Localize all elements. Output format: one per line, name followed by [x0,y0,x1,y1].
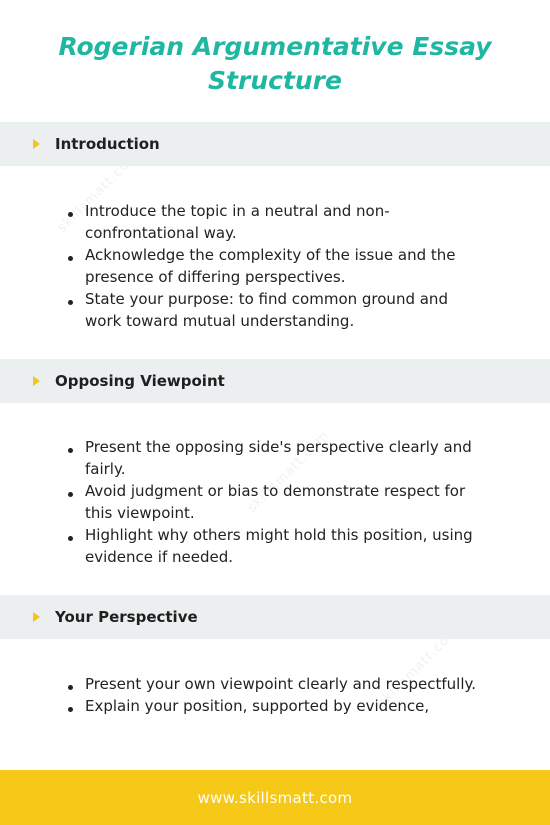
list-item: Avoid judgment or bias to demonstrate respect for this viewpoint. [0,480,480,524]
section-title: Introduction [55,135,160,153]
bullet-dot-icon [68,212,73,217]
bullet-dot-icon [68,707,73,712]
footer-banner [0,770,550,825]
watermark: skillsmatt.com [375,623,463,711]
bullet-list-opposing-viewpoint [0,436,550,568]
footer-website-link[interactable]: www.skillsmatt.com [197,788,353,807]
list-item: Introduce the topic in a neutral and non-confrontational way. [0,200,480,244]
list-item: Explain your position, supported by evidence, [0,695,480,717]
section-header-opposing-viewpoint [0,359,550,403]
list-item: Highlight why others might hold this position, using evidence if needed. [0,524,480,568]
bullet-dot-icon [68,685,73,690]
watermark: skillsmatt.com [245,428,333,516]
bullet-list-introduction [0,200,550,332]
arrow-right-icon [33,612,40,622]
list-item: Acknowledge the complexity of the issue and the presence of differing perspectives. [0,244,480,288]
section-header-introduction [0,122,550,166]
bullet-dot-icon [68,448,73,453]
list-item: Present the opposing side's perspective clearly and fairly. [0,436,480,480]
arrow-right-icon [33,376,40,386]
watermark: skillsmatt.com [55,148,143,236]
page-title: Rogerian Argumentative Essay Structure [58,32,492,95]
bullet-dot-icon [68,536,73,541]
section-title: Opposing Viewpoint [55,372,225,390]
bullet-list-your-perspective [0,673,550,717]
arrow-right-icon [33,139,40,149]
bullet-dot-icon [68,256,73,261]
list-item: State your purpose: to find common ground and work toward mutual understanding. [0,288,480,332]
bullet-dot-icon [68,300,73,305]
list-item: Present your own viewpoint clearly and respectfully. [0,673,480,695]
bullet-dot-icon [68,492,73,497]
section-title: Your Perspective [55,608,198,626]
section-header-your-perspective [0,595,550,639]
